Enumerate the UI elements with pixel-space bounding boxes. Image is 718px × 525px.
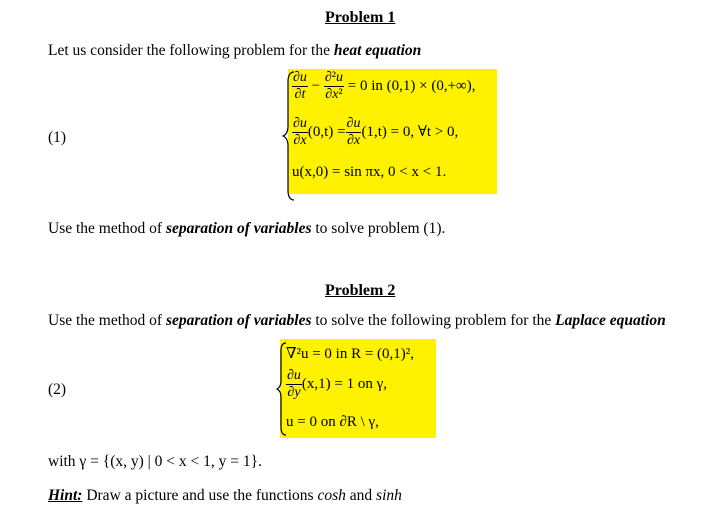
hint-label: Hint: <box>48 487 83 504</box>
problem1-method-emph: separation of variables <box>165 220 312 237</box>
hint-and: and <box>345 487 377 504</box>
hint-cosh: cosh <box>317 487 346 504</box>
problem2-intro-emph: separation of variables <box>165 312 312 329</box>
problem2-title: Problem 2 <box>325 282 396 299</box>
problem1-eq-line1-tail: = 0 in (0,1) × (0,+∞), <box>347 77 476 94</box>
problem1-eq-line2-tail: (1,t) = 0, ∀t > 0, <box>361 123 459 140</box>
du-dx-fraction-right: $\frac{\partial u}{\partial x}$ <box>346 116 361 148</box>
du-dt-fraction: $\frac{\partial u}{\partial t}$ <box>293 70 307 102</box>
problem1-intro-emph: heat equation <box>333 42 422 59</box>
problem1-method-prefix: Use the method of <box>48 220 166 237</box>
problem1-intro <box>48 42 421 60</box>
problem2-eq-line2-tail: (x,1) = 1 on γ, <box>301 375 387 392</box>
problem1-method <box>48 220 445 238</box>
problem2-eq-line2 <box>286 369 387 400</box>
problem2-eq-line3: u = 0 on ∂R \ γ, <box>286 414 379 430</box>
problem1-intro-prefix: Let us consider the following problem for the <box>48 42 334 59</box>
problem1-eq-line3: u(x,0) = sin πx, 0 < x < 1. <box>292 164 447 180</box>
problem2-intro-prefix: Use the method of <box>48 312 166 329</box>
hint-sinh: sinh <box>376 487 402 504</box>
problem2-hint <box>48 487 402 505</box>
du-dx-fraction-left: $\frac{\partial u}{\partial x}$ <box>293 116 307 148</box>
problem1-eq-line2-mid: (0,t) = <box>307 123 346 140</box>
problem1-eq-line2 <box>292 117 458 148</box>
problem1-eq-line1: $\frac{\partial u}{\partial t}$ − $\frac{\text{∂²u}}{\text{∂x²}}$ = 0 in (0,1) × (0,+∞), <box>293 70 476 102</box>
problem2-with: with γ = {(x, y) | 0 < x < 1, y = 1}. <box>48 453 262 470</box>
problem2-intro-middle: to solve the following problem for the <box>311 312 556 329</box>
problem2-intro-emph2: Laplace equation <box>555 312 666 329</box>
problem2-eq-number: (2) <box>48 381 67 398</box>
d2u-dx2-fraction: $\frac{\text{∂²u}}{\text{∂x²}}$ <box>324 70 344 102</box>
problem2-eq-line1: ∇²u = 0 in R = (0,1)², <box>286 346 415 362</box>
problem1-eq-number: (1) <box>48 129 67 146</box>
problem1-method-suffix: to solve problem (1). <box>311 220 446 237</box>
du-dy-fraction: $\frac{\partial u}{\partial y}$ <box>287 368 301 400</box>
problem1-title: Problem 1 <box>325 9 396 26</box>
hint-text: Draw a picture and use the functions <box>82 487 318 504</box>
problem2-intro <box>48 312 666 330</box>
